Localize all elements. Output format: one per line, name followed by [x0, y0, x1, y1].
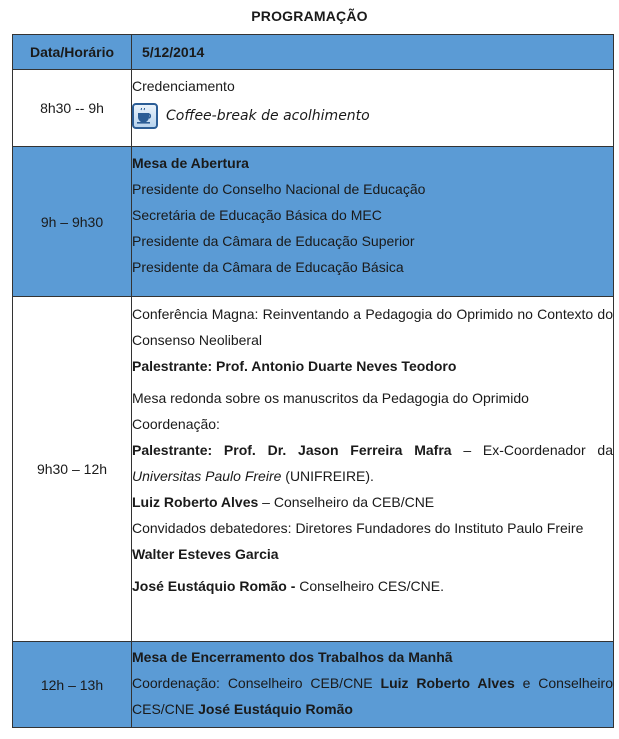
table-row	[13, 297, 614, 642]
page-title: PROGRAMAÇÃO	[251, 8, 368, 24]
session-title: Mesa de Abertura	[132, 155, 249, 171]
description-cell	[132, 147, 614, 297]
debaters-line: Convidados debatedores: Diretores Fundadores do Instituto Paulo Freire	[132, 520, 584, 536]
time-cell: 8h30 -- 9h	[13, 70, 132, 147]
speaker-role: – Ex-Coordenador da	[451, 442, 613, 458]
coordinator-name: Luiz Roberto Alves	[380, 675, 515, 691]
coffee-cup-icon	[132, 103, 158, 129]
debater-name: Walter Esteves Garcia	[132, 546, 279, 562]
header-date-time: Data/Horário	[13, 35, 132, 70]
university-acronym: (UNIFREIRE).	[281, 468, 374, 484]
debater-line	[132, 573, 613, 599]
description-cell	[132, 297, 614, 642]
coordination-line	[132, 670, 613, 722]
coordinator-name: José Eustáquio Romão	[198, 701, 353, 717]
coordination-text: e Conselheiro CES/CNE	[132, 675, 613, 717]
debater-name: José Eustáquio Romão -	[132, 578, 300, 594]
round-table-line: Mesa redonda sobre os manuscritos da Pedagogia do Oprimido	[132, 390, 529, 406]
debater-role: Conselheiro CES/CNE.	[299, 578, 444, 594]
activity-line: Credenciamento	[132, 78, 235, 94]
description-cell	[132, 642, 614, 728]
coffee-break-line	[132, 103, 613, 129]
time-cell: 12h – 13h	[13, 642, 132, 728]
list-item: Presidente do Conselho Nacional de Educação	[132, 181, 426, 197]
coffee-break-label: Coffee-break de acolhimento	[166, 108, 370, 124]
program-table	[12, 34, 614, 728]
speaker-line: Palestrante: Prof. Antonio Duarte Neves Teodoro	[132, 358, 457, 374]
table-header-row	[13, 35, 614, 70]
speaker-name: Palestrante: Prof. Dr. Jason Ferreira Mafra	[132, 442, 452, 458]
list-item: Secretária de Educação Básica do MEC	[132, 207, 382, 223]
conference-title: Conferência Magna: Reinventando a Pedagogia do Oprimido no Contexto do Consenso Neoliberal	[132, 306, 613, 348]
description-cell	[132, 70, 614, 147]
time-cell: 9h – 9h30	[13, 147, 132, 297]
table-row	[13, 147, 614, 297]
list-item: Presidente da Câmara de Educação Superior	[132, 233, 415, 249]
coordination-text: Coordenação: Conselheiro CEB/CNE	[132, 675, 381, 691]
councillor-line	[132, 489, 613, 515]
speaker-line	[132, 437, 613, 489]
time-cell: 9h30 – 12h	[13, 297, 132, 642]
session-title: Mesa de Encerramento dos Trabalhos da Manhã	[132, 649, 453, 665]
councillor-name: Luiz Roberto Alves	[132, 494, 259, 510]
table-row	[13, 70, 614, 147]
table-row	[13, 642, 614, 728]
list-item: Presidente da Câmara de Educação Básica	[132, 259, 404, 275]
header-date: 5/12/2014	[132, 35, 614, 70]
coordination-line: Coordenação:	[132, 416, 220, 432]
councillor-role: – Conselheiro da CEB/CNE	[258, 494, 435, 510]
university-name: Universitas Paulo Freire	[132, 468, 282, 484]
